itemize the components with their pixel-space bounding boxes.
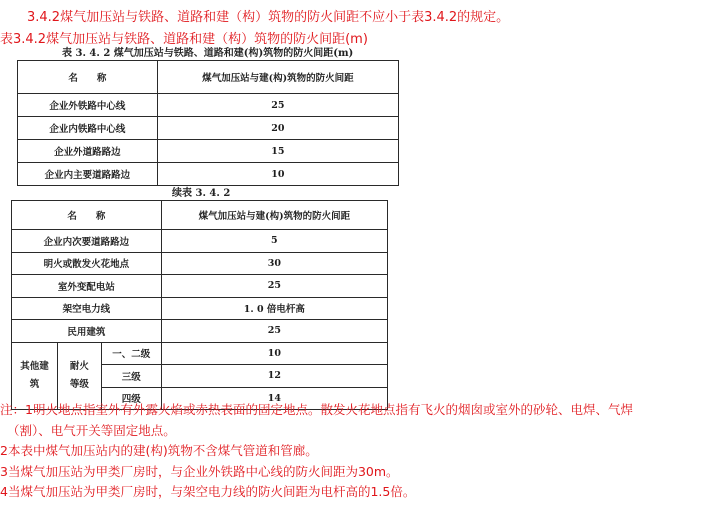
table-row (18, 163, 399, 186)
row-name: 企业外铁路中心线 (18, 94, 158, 117)
level-label: 三级 (101, 365, 161, 388)
notes-block (0, 400, 633, 503)
fire-distance-table-continued (11, 200, 388, 410)
row-distance: 30 (161, 252, 387, 275)
row-distance: 14 (161, 387, 387, 410)
table-row (12, 230, 388, 253)
note-1-line-2: （割）、电气开关等固定地点。 (7, 422, 176, 438)
table-row (12, 252, 388, 275)
table-row (18, 117, 399, 140)
row-distance: 15 (157, 140, 398, 163)
note-2: 2本表中煤气加压站内的建(构)筑物不含煤气管道和管廊。 (0, 443, 318, 458)
table-row (12, 320, 388, 343)
group-fire-rating: 耐火等级 (57, 342, 101, 410)
table-title: 表3.4.2煤气加压站与铁路、道路和建（构）筑物的防火间距(m) (0, 32, 368, 47)
table-row (18, 140, 399, 163)
row-name: 企业内主要道路路边 (18, 163, 158, 186)
note-1-line-1: 注：1明火地点指室外有外露火焰或赤热表面的固定地点。散发火花地点指有飞火的烟囱或室外的砂轮、电焊、气焊 (0, 402, 633, 417)
table-row (12, 297, 388, 320)
header-distance: 煤气加压站与建(构)筑物的防火间距 (161, 201, 387, 230)
section-heading: 3.4.2煤气加压站与铁路、道路和建（构）筑物的防火间距不应小于表3.4.2的规定。 (27, 10, 510, 25)
row-distance: 12 (161, 365, 387, 388)
group-other-buildings: 其他建筑 (12, 342, 58, 410)
row-name: 室外变配电站 (12, 275, 162, 298)
table1-caption: 表 3. 4. 2 煤气加压站与铁路、道路和建(构)筑物的防火间距(m) (62, 48, 354, 59)
row-name: 企业内铁路中心线 (18, 117, 158, 140)
table-row (12, 342, 388, 365)
row-distance: 5 (161, 230, 387, 253)
note-3: 3当煤气加压站为甲类厂房时，与企业外铁路中心线的防火间距为30m。 (0, 463, 399, 479)
table-row (12, 275, 388, 298)
level-label: 四级 (101, 387, 161, 410)
table-header-row (12, 201, 388, 230)
level-label: 一、二级 (101, 342, 161, 365)
row-distance: 25 (161, 320, 387, 343)
header-name: 名 称 (18, 61, 158, 94)
table-row (18, 94, 399, 117)
row-distance: 20 (157, 117, 398, 140)
note-4: 4当煤气加压站为甲类厂房时，与架空电力线的防火间距为电杆高的1.5倍。 (0, 484, 416, 499)
row-name: 明火或散发火花地点 (12, 252, 162, 275)
row-distance: 10 (157, 163, 398, 186)
fire-distance-table (17, 60, 399, 186)
header-name: 名 称 (12, 201, 162, 230)
row-distance: 25 (157, 94, 398, 117)
row-name: 企业外道路路边 (18, 140, 158, 163)
row-name: 企业内次要道路路边 (12, 230, 162, 253)
row-name: 架空电力线 (12, 297, 162, 320)
table2-caption: 续表 3. 4. 2 (172, 188, 231, 199)
row-name: 民用建筑 (12, 320, 162, 343)
row-distance: 1. 0 倍电杆高 (161, 297, 387, 320)
row-distance: 25 (161, 275, 387, 298)
table-header-row (18, 61, 399, 94)
row-distance: 10 (161, 342, 387, 365)
header-distance: 煤气加压站与建(构)筑物的防火间距 (157, 61, 398, 94)
